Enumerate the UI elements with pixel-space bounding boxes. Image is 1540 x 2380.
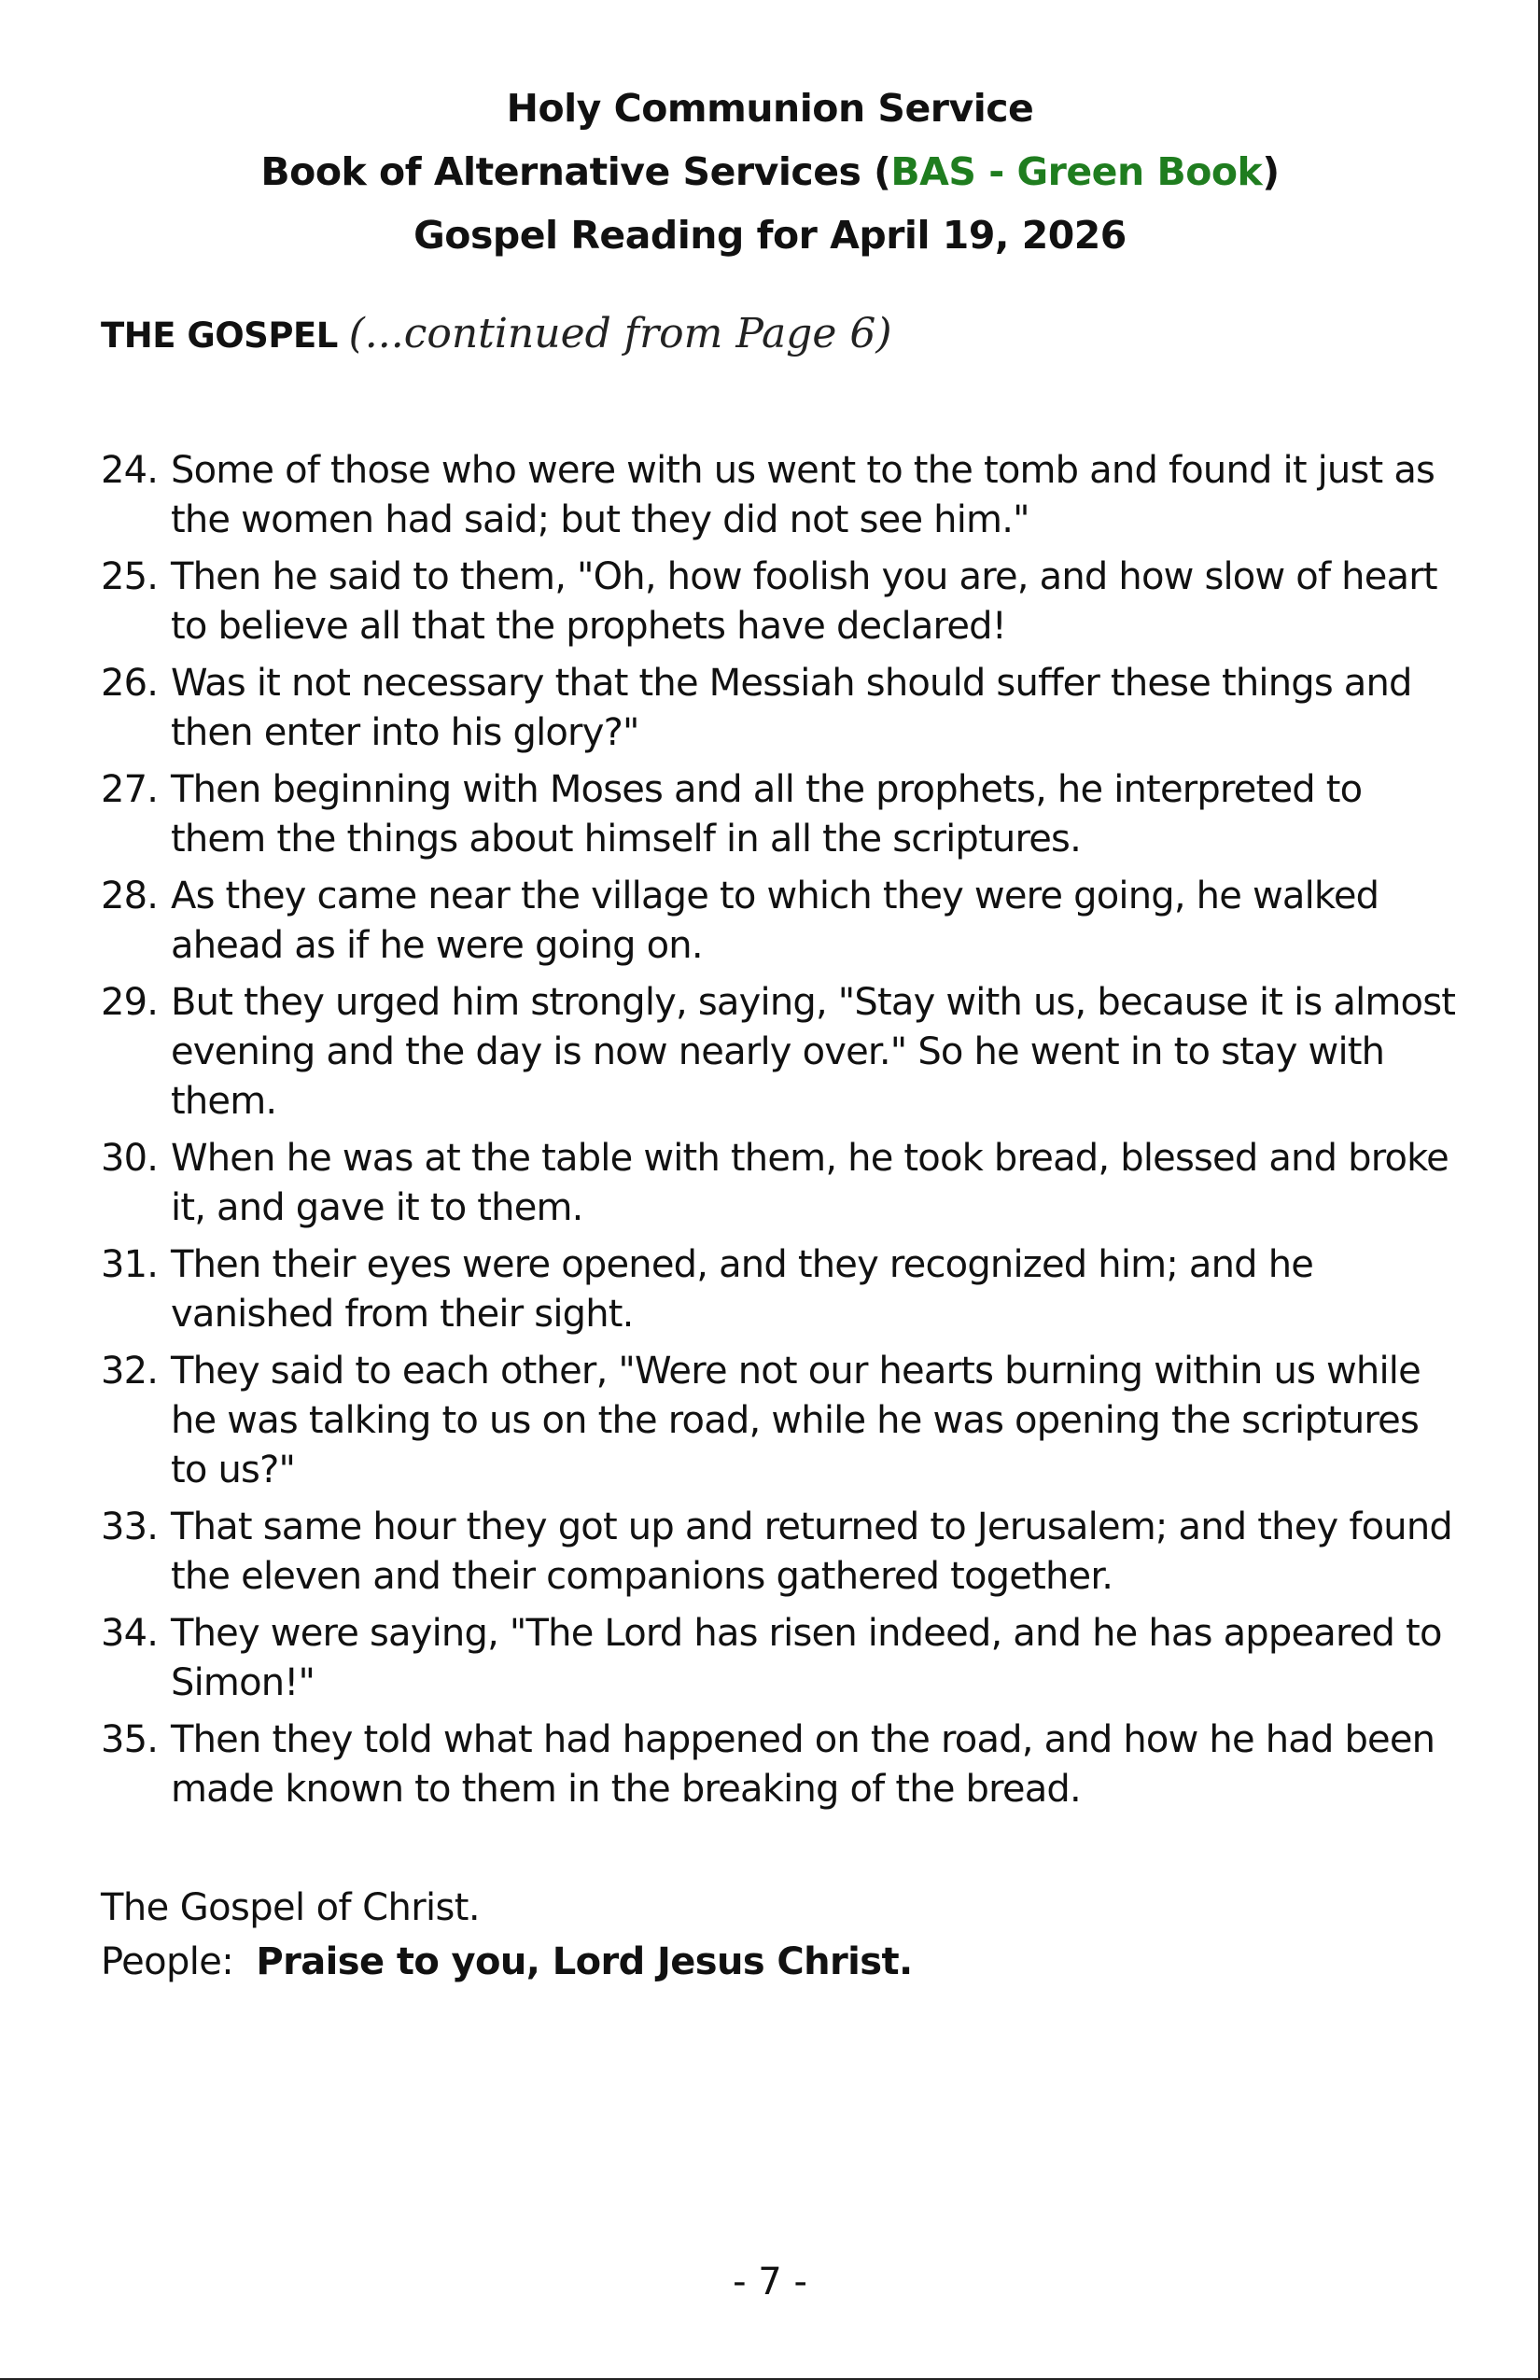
verse-number: 35. — [101, 1718, 159, 1761]
verse-item — [101, 1240, 1463, 1339]
verse-list — [101, 446, 1463, 1822]
verse-text: Then they told what had happened on the road, and how he had been made known to them in the breaking of the bread. — [171, 1718, 1435, 1811]
verse-text: Then their eyes were opened, and they recognized him; and he vanished from their sight. — [171, 1243, 1314, 1336]
verse-number: 32. — [101, 1350, 159, 1393]
verse-item — [101, 978, 1463, 1127]
verse-item — [101, 1503, 1463, 1602]
verse-number: 25. — [101, 555, 159, 598]
verse-item — [101, 1609, 1463, 1708]
verse-item — [101, 1134, 1463, 1233]
verse-item — [101, 872, 1463, 971]
book-title-suffix: ) — [1262, 149, 1280, 194]
verse-number: 26. — [101, 662, 159, 705]
verse-number: 29. — [101, 981, 159, 1024]
page-number: - 7 - — [733, 2261, 807, 2303]
gospel-heading-title: THE GOSPEL — [101, 315, 338, 356]
verse-item — [101, 1715, 1463, 1814]
verse-text: Was it not necessary that the Messiah should suffer these things and then enter into his glory?" — [171, 662, 1412, 754]
people-response: Praise to you, Lord Jesus Christ. — [256, 1940, 913, 1983]
book-title-prefix: Book of Alternative Services ( — [260, 149, 891, 194]
verse-text: As they came near the village to which they were going, he walked ahead as if he were going on. — [171, 875, 1379, 967]
document-header — [0, 77, 1540, 267]
verse-text: When he was at the table with them, he took bread, blessed and broke it, and gave it to them. — [171, 1137, 1449, 1229]
verse-number: 31. — [101, 1243, 159, 1286]
verse-item — [101, 553, 1463, 651]
verse-number: 27. — [101, 768, 159, 811]
book-title-green: BAS - Green Book — [890, 149, 1263, 194]
verse-item — [101, 765, 1463, 864]
reading-title: Gospel Reading for April 19, 2026 — [413, 213, 1127, 258]
gospel-heading-continued: (...continued from Page 6) — [348, 310, 892, 357]
verse-item — [101, 446, 1463, 545]
service-title: Holy Communion Service — [506, 86, 1034, 131]
book-title — [0, 140, 1540, 203]
gospel-heading — [101, 310, 892, 357]
verse-text: But they urged him strongly, saying, "Stay with us, because it is almost evening and the day is now nearly over." So he went in to stay with them. — [171, 981, 1456, 1123]
people-label: People: — [101, 1940, 234, 1983]
closing-block — [101, 1881, 913, 1989]
verse-text: Some of those who were with us went to the tomb and found it just as the women had said; but they did not see him." — [171, 449, 1435, 541]
verse-item — [101, 1347, 1463, 1495]
verse-number: 30. — [101, 1137, 159, 1180]
verse-number: 34. — [101, 1612, 159, 1655]
verse-item — [101, 659, 1463, 758]
verse-text: Then beginning with Moses and all the prophets, he interpreted to them the things about himself in all the scriptures. — [171, 768, 1363, 861]
verse-text: They were saying, "The Lord has risen indeed, and he has appeared to Simon!" — [171, 1612, 1442, 1704]
people-response-line — [101, 1935, 913, 1989]
closing-gospel-line: The Gospel of Christ. — [101, 1886, 480, 1929]
verse-text: They said to each other, "Were not our hearts burning within us while he was talking to us on the road, while he was opening the scriptures to us?" — [171, 1350, 1421, 1491]
verse-number: 33. — [101, 1505, 159, 1548]
verse-number: 28. — [101, 875, 159, 917]
verse-text: That same hour they got up and returned to Jerusalem; and they found the eleven and their companions gathered together. — [171, 1505, 1452, 1598]
verse-number: 24. — [101, 449, 159, 492]
verse-text: Then he said to them, "Oh, how foolish you are, and how slow of heart to believe all that the prophets have declared! — [171, 555, 1437, 648]
